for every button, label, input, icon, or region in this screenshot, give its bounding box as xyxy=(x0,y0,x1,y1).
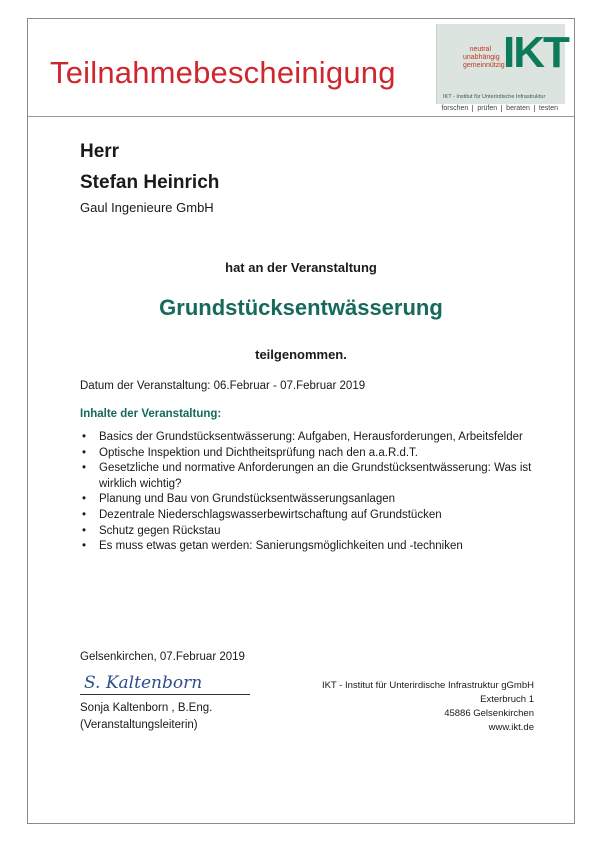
logo-subtitle: IKT - Institut für Unterirdische Infrastruktur xyxy=(443,94,546,100)
signer-name: Sonja Kaltenborn , B.Eng. xyxy=(80,702,213,714)
header-divider xyxy=(28,116,574,117)
signer-role: (Veranstaltungsleiterin) xyxy=(80,719,198,731)
signature-line xyxy=(80,694,250,695)
contents-heading: Inhalte der Veranstaltung: xyxy=(80,408,222,420)
outro-text: teilgenommen. xyxy=(255,347,347,362)
organization-address xyxy=(322,679,534,735)
recipient-name: Stefan Heinrich xyxy=(80,172,220,193)
address-line: 45886 Gelsenkirchen xyxy=(444,708,534,719)
place-date: Gelsenkirchen, 07.Februar 2019 xyxy=(80,651,245,663)
contents-list xyxy=(80,430,550,555)
tagline xyxy=(437,105,562,112)
tagline-item: forschen xyxy=(441,105,469,112)
document-title: Teilnahmebescheinigung xyxy=(50,55,396,90)
list-item: • Optische Inspektion und Dichtheitsprüfung nach den a.a.R.d.T. xyxy=(80,446,550,462)
list-item: • Es muss etwas getan werden: Sanierungsmöglichkeiten und -techniken xyxy=(80,539,550,555)
signature: S. Kaltenborn xyxy=(84,673,203,693)
address-line: Exterbruch 1 xyxy=(480,694,534,705)
recipient-salutation: Herr xyxy=(80,141,120,162)
list-item: • Planung und Bau von Grundstücksentwässerungsanlagen xyxy=(80,492,550,508)
tagline-item: testen xyxy=(534,105,562,112)
list-item: • Schutz gegen Rückstau xyxy=(80,524,550,540)
recipient-company: Gaul Ingenieure GmbH xyxy=(80,200,214,215)
intro-text: hat an der Veranstaltung xyxy=(225,260,377,275)
list-item: • Basics der Grundstücksentwässerung: Aufgaben, Herausforderungen, Arbeitsfelder xyxy=(80,430,550,446)
event-date: Datum der Veranstaltung: 06.Februar - 07.Februar 2019 xyxy=(80,380,366,392)
ikt-logo xyxy=(436,24,568,104)
list-item: • Gesetzliche und normative Anforderungen an die Grundstücksentwässerung: Was ist wirklich wichtig? xyxy=(80,461,550,492)
address-line: IKT - Institut für Unterirdische Infrastruktur gGmbH xyxy=(321,680,534,691)
logo-mark: IKT xyxy=(503,28,568,77)
event-title: Grundstücksentwässerung xyxy=(159,295,443,320)
logo-word: gemeinnützig xyxy=(463,62,505,69)
logo-word: unabhängig xyxy=(463,54,500,61)
list-item: • Dezentrale Niederschlagswasserbewirtschaftung auf Grundstücken xyxy=(80,508,550,524)
logo-word: neutral xyxy=(469,46,491,53)
tagline-item: prüfen xyxy=(472,105,501,112)
address-line: www.ikt.de xyxy=(488,722,534,733)
signer-block xyxy=(80,700,212,734)
certificate-frame xyxy=(27,18,575,824)
tagline-item: beraten xyxy=(501,105,534,112)
logo-wordlist xyxy=(463,46,505,70)
